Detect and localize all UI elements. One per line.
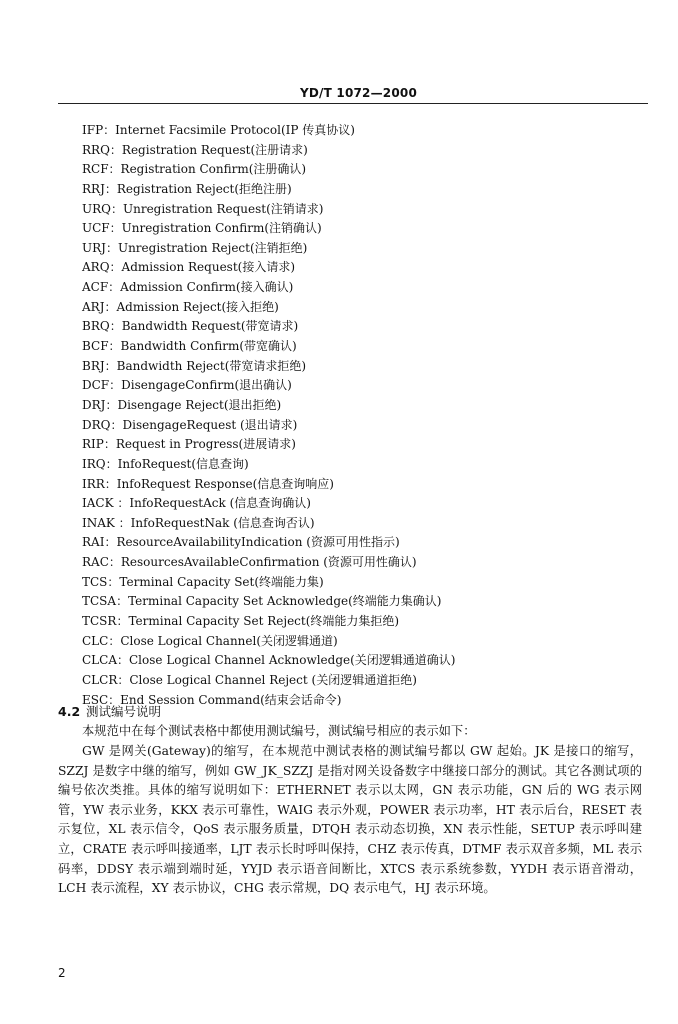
abbreviation-item: IFP：Internet Facsimile Protocol(IP 传真协议)	[82, 123, 355, 137]
abbreviation-item: RCF：Registration Confirm(注册确认)	[82, 162, 307, 177]
page-number: 2	[58, 966, 66, 980]
abbreviation-item: RAC：ResourcesAvailableConfirmation (资源可用性确认)	[82, 555, 417, 570]
abbreviation-item: TCSR：Terminal Capacity Set Reject(终端能力集拒绝)	[82, 614, 400, 629]
abbreviation-item: CLCR：Close Logical Channel Reject (关闭逻辑通道拒绝)	[82, 672, 417, 687]
abbreviation-item: RRJ：Registration Reject(拒绝注册)	[82, 181, 292, 196]
abbreviation-item: DRJ：Disengage Reject(退出拒绝)	[82, 397, 282, 412]
section-number: 4.2	[58, 704, 81, 719]
document-header: YD/T 1072—2000	[300, 86, 417, 100]
section-paragraph-intro: 本规范中在每个测试表格中都使用测试编号，测试编号相应的表示如下：	[82, 724, 476, 738]
abbreviation-item: URJ：Unregistration Reject(注销拒绝)	[82, 240, 308, 255]
abbreviation-item: UCF：Unregistration Confirm(注销确认)	[82, 221, 322, 236]
abbreviation-item: IRQ：InfoRequest(信息查询)	[82, 456, 249, 471]
abbreviation-item: ARQ：Admission Request(接入请求)	[82, 260, 296, 275]
section-title: 测试编号说明	[86, 704, 162, 719]
abbreviation-item: ACF：Admission Confirm(接入确认)	[82, 280, 294, 295]
abbreviation-item: TCS：Terminal Capacity Set(终端能力集)	[82, 574, 324, 589]
abbreviation-item: ARJ：Admission Reject(接入拒绝)	[82, 299, 279, 314]
abbreviation-item: BCF：Bandwidth Confirm(带宽确认)	[82, 339, 297, 354]
abbreviation-item: URQ：Unregistration Request(注销请求)	[82, 201, 324, 216]
abbreviation-item: IACK ：InfoRequestAck (信息查询确认)	[82, 496, 311, 511]
header-rule	[58, 103, 648, 104]
abbreviation-item: DRQ：DisengageRequest (退出请求)	[82, 417, 298, 432]
abbreviation-item: BRQ：Bandwidth Request(带宽请求)	[82, 319, 299, 334]
section-paragraph-body: GW 是网关(Gateway)的缩写，在本规范中测试表格的测试编号都以 GW 起始。JK 是接口的缩写，SZZJ 是数字中继的缩写，例如 GW_JK_SZZJ 是指对网关设备数字中继接口部分的测试。其它各测试项的编号依次类推。具体的缩写说明如下：ETHERNET 表示以太网，GN 表示功能，GN 后的 WG 表示网管，YW 表示业务，KKX 表示可靠性，WAIG 表示外观，POWER 表示功率，HT 表示后台，RESET 表示复位，XL 表示信令，QoS 表示服务质量，DTQH 表示动态切换，XN 表示性能，SETUP 表示呼叫建立，CRATE 表示呼叫接通率，LJT 表示长时呼叫保持，CHZ 表示传真，DTMF 表示双音多频，ML 表示码率，DDSY 表示端到端时延，YYJD 表示语音间断比，XTCS 表示系统参数，YYDH 表示语音滑动，LCH 表示流程，XY 表示协议，CHG 表示常规，DQ 表示电气，HJ 表示环境。	[58, 744, 642, 896]
abbreviation-item: RAI：ResourceAvailabilityIndication (资源可用性指示)	[82, 535, 400, 550]
abbreviation-item: RRQ：Registration Request(注册请求)	[82, 142, 308, 157]
abbreviation-item: DCF：DisengageConfirm(退出确认)	[82, 378, 292, 393]
abbreviation-item: RIP：Request in Progress(进展请求)	[82, 437, 296, 452]
abbreviation-item: IRR：InfoRequest Response(信息查询响应)	[82, 476, 334, 491]
abbreviation-item: CLCA：Close Logical Channel Acknowledge(关闭逻辑通道确认)	[82, 653, 456, 668]
abbreviation-item: TCSA：Terminal Capacity Set Acknowledge(终端能力集确认)	[82, 594, 442, 609]
abbreviation-item: INAK ：InfoRequestNak (信息查询否认)	[82, 515, 315, 530]
abbreviation-item: BRJ：Bandwidth Reject(带宽请求拒绝)	[82, 358, 307, 373]
section-heading	[58, 702, 161, 722]
abbreviation-list	[82, 121, 642, 710]
abbreviation-item: ESC：End Session Command(结束会话命令)	[82, 692, 342, 707]
abbreviation-item: CLC：Close Logical Channel(关闭逻辑通道)	[82, 633, 338, 648]
